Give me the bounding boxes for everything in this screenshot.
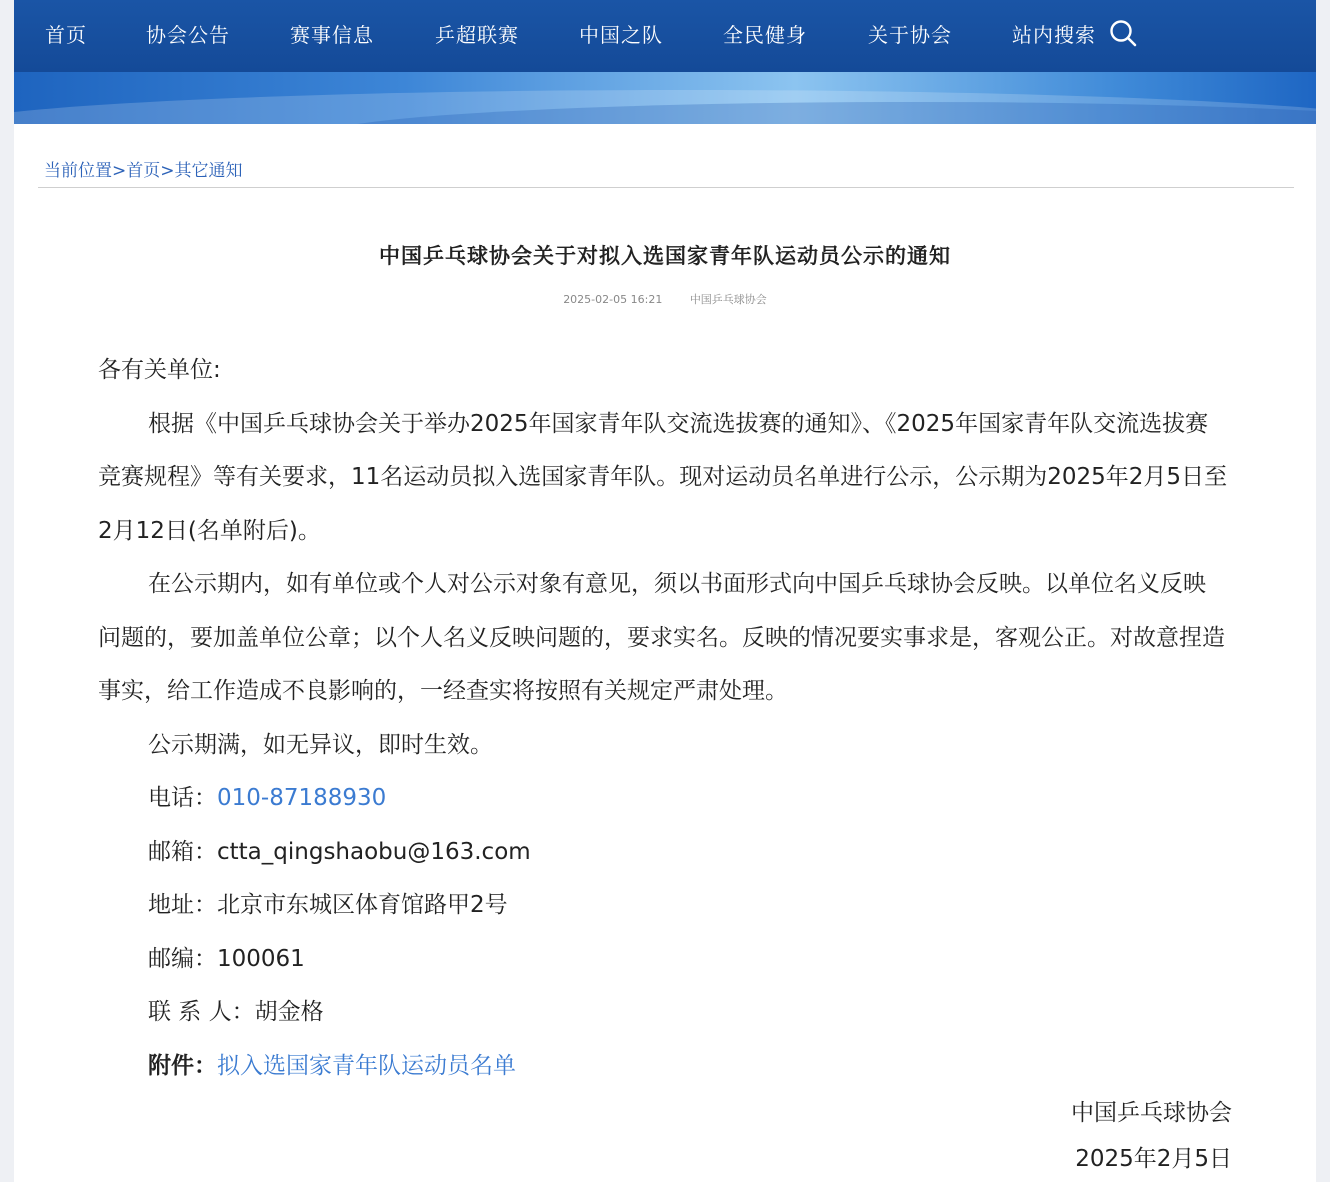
page-frame <box>14 0 1316 1182</box>
zip-label: 邮编： <box>148 945 217 972</box>
address-row <box>98 879 1228 933</box>
address-value: 北京市东城区体育馆路甲2号 <box>217 892 508 918</box>
top-navbar <box>14 0 1316 72</box>
nav-national-team[interactable]: 中国之队 <box>579 23 663 47</box>
article-date: 2025-02-05 16:21 <box>563 293 663 306</box>
article-source: 中国乒乓球协会 <box>689 293 767 306</box>
signature-block <box>1071 1090 1232 1182</box>
email-label: 邮箱： <box>148 838 217 865</box>
contact-value: 胡金格 <box>254 999 324 1025</box>
nav-super-league[interactable]: 乒超联赛 <box>435 23 519 47</box>
contact-row <box>98 986 1228 1040</box>
attachment-label: 附件： <box>148 1052 217 1079</box>
phone-link[interactable]: 010-87188930 <box>217 785 387 811</box>
attachment-link[interactable]: 拟入选国家青年队运动员名单 <box>217 1052 516 1079</box>
paragraph: 在公示期内，如有单位或个人对公示对象有意见，须以书面形式向中国乒乓球协会反映。以单位名义反映问题的，要加盖单位公章；以个人名义反映问题的，要求实名。反映的情况要实事求是，客观公正。对故意捏造事实，给工作造成不良影响的，一经查实将按照有关规定严肃处理。 <box>98 571 1225 704</box>
zip-value: 100061 <box>217 945 305 972</box>
attachment-row <box>98 1040 1228 1094</box>
breadcrumb-separator: > <box>112 161 127 181</box>
salutation: 各有关单位: <box>98 357 221 383</box>
email-value: ctta_qingshaobu@163.com <box>217 838 531 865</box>
signature-org: 中国乒乓球协会 <box>1071 1100 1232 1126</box>
phone-label: 电话： <box>148 785 217 811</box>
nav-about[interactable]: 关于协会 <box>868 23 952 47</box>
search-icon[interactable] <box>1108 18 1138 48</box>
nav-site-search[interactable]: 站内搜索 <box>1012 23 1096 47</box>
paragraph: 公示期满，如无异议，即时生效。 <box>148 731 493 758</box>
contact-label: 联 系 人： <box>148 999 255 1025</box>
breadcrumb-prefix: 当前位置 <box>44 161 112 181</box>
article-body <box>98 344 1228 1093</box>
breadcrumb <box>44 156 243 181</box>
nav-home[interactable]: 首页 <box>45 23 87 47</box>
header-banner <box>14 72 1316 124</box>
nav-events[interactable]: 赛事信息 <box>290 23 374 47</box>
breadcrumb-home-link[interactable]: 首页 <box>126 161 161 181</box>
article-meta <box>14 291 1316 307</box>
zip-row <box>98 933 1228 987</box>
address-label: 地址： <box>148 892 217 918</box>
breadcrumb-divider <box>38 187 1294 188</box>
paragraph: 根据《中国乒乓球协会关于举办2025年国家青年队交流选拔赛的通知》、《2025年国家青年队交流选拔赛竞赛规程》等有关要求，11名运动员拟入选国家青年队。现对运动员名单进行公示，公示期为2025年2月5日至2月12日(名单附后)。 <box>98 410 1228 544</box>
nav-fitness[interactable]: 全民健身 <box>723 23 807 47</box>
phone-row <box>98 772 1228 826</box>
article-title: 中国乒乓球协会关于对拟入选国家青年队运动员公示的通知 <box>379 244 951 268</box>
signature-date: 2025年2月5日 <box>1075 1146 1232 1172</box>
email-row <box>98 826 1228 880</box>
breadcrumb-separator: > <box>160 161 175 181</box>
nav-announcements[interactable]: 协会公告 <box>146 23 230 47</box>
breadcrumb-current[interactable]: 其它通知 <box>174 161 243 181</box>
